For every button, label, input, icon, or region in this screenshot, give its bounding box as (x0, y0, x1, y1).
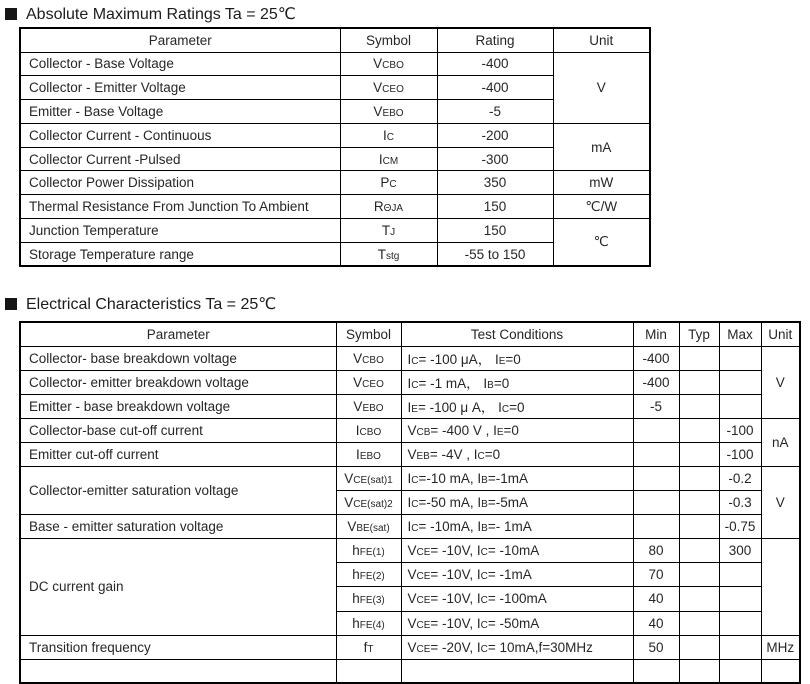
text-run: =0 (509, 400, 525, 416)
symbol-cell (340, 76, 437, 100)
parameter-cell: Collector - Base Voltage (20, 52, 340, 76)
subscript-text: EB (416, 450, 430, 462)
clipped-cell (20, 659, 336, 683)
min-cell: 80 (633, 539, 679, 563)
black-square-icon (5, 8, 17, 20)
max-cell (719, 370, 761, 394)
table-row (20, 195, 650, 219)
test-conditions-cell (401, 394, 633, 418)
text-run: =-1mA (487, 471, 528, 487)
text-run: V (407, 446, 417, 462)
parameter-cell: Collector-base cut-off current (20, 418, 336, 442)
rating-cell: -55 to 150 (437, 242, 553, 266)
text-run: I (407, 352, 412, 368)
header-row (20, 322, 800, 346)
max-cell (719, 611, 761, 635)
parameter-cell: Storage Temperature range (20, 242, 340, 266)
min-cell (633, 442, 679, 466)
test-conditions-cell (401, 563, 633, 587)
text-run: h (352, 615, 360, 631)
test-conditions-cell (401, 491, 633, 515)
clipped-table-row (20, 659, 800, 683)
subscript-text: CE (416, 619, 431, 631)
typ-cell (679, 539, 719, 563)
electrical-characteristics-table (19, 321, 801, 684)
symbol-cell (336, 394, 401, 418)
text-run: I (407, 471, 412, 487)
min-cell: -400 (633, 346, 679, 370)
section-title-absolute-maximum-ratings (5, 4, 296, 24)
clipped-cell (401, 659, 633, 683)
min-cell: 70 (633, 563, 679, 587)
symbol-cell (336, 539, 401, 563)
text-run: R (373, 199, 384, 215)
min-cell: 40 (633, 587, 679, 611)
table-row (20, 466, 800, 490)
text-run: I (383, 127, 387, 143)
abs-table-head (20, 28, 650, 52)
subscript-text: ΘJA (383, 203, 404, 215)
symbol-cell (336, 515, 401, 539)
subscript-text: E (496, 426, 504, 438)
parameter-cell: Collector Power Dissipation (20, 171, 340, 195)
symbol-cell (340, 219, 437, 243)
section-title-text: Electrical Characteristics Ta = 25℃ (26, 296, 277, 313)
text-run: = -10V, I (430, 591, 481, 607)
subscript-text: C (411, 475, 419, 487)
rating-cell: -5 (437, 100, 553, 124)
unit-cell: MHz (761, 635, 800, 659)
typ-cell (679, 394, 719, 418)
subscript-text: B (481, 523, 488, 535)
symbol-cell (340, 52, 437, 76)
text-run: = -10V, I (430, 567, 481, 583)
subscript-text: C (480, 619, 488, 631)
parameter-cell: Base - emitter saturation voltage (20, 515, 336, 539)
text-run: I (407, 519, 412, 535)
test-conditions-cell (401, 466, 633, 490)
symbol-cell (336, 442, 401, 466)
subscript-text: CE (416, 643, 431, 655)
text-run: = 10mA,f=30MHz (487, 639, 593, 655)
text-run: =0 (505, 352, 521, 368)
max-cell: -0.75 (719, 515, 761, 539)
symbol-cell (336, 370, 401, 394)
text-run: =- 1mA (487, 519, 532, 535)
column-header-typ: Typ (679, 322, 719, 346)
black-square-icon (5, 298, 17, 310)
subscript-text: FE(2) (359, 571, 385, 583)
rating-cell: -400 (437, 76, 553, 100)
typ-cell (679, 466, 719, 490)
subscript-text: FE(1) (359, 547, 385, 559)
text-run: V (407, 567, 417, 583)
unit-cell: ℃ (553, 219, 650, 267)
text-run: V (373, 80, 383, 96)
subscript-text: CBO (362, 354, 384, 366)
table-row (20, 394, 800, 418)
symbol-cell (336, 346, 401, 370)
subscript-text: E (498, 356, 506, 368)
symbol-cell (336, 587, 401, 611)
symbol-cell (340, 171, 437, 195)
text-run: = -100mA (487, 591, 547, 607)
column-header-symbol: Symbol (336, 322, 401, 346)
subscript-text: CBO (382, 60, 404, 72)
min-cell (633, 491, 679, 515)
min-cell (633, 466, 679, 490)
subscript-text: C (480, 571, 488, 583)
max-cell: 300 (719, 539, 761, 563)
max-cell: -0.2 (719, 466, 761, 490)
symbol-cell (336, 466, 401, 490)
unit-cell: V (761, 466, 800, 538)
subscript-text: C (480, 643, 488, 655)
subscript-text: C (501, 404, 510, 416)
text-run: V (353, 398, 363, 414)
symbol-cell (336, 491, 401, 515)
elec-table-body (20, 346, 800, 683)
test-conditions-cell (401, 442, 633, 466)
column-header-symbol: Symbol (340, 28, 437, 52)
subscript-text: CE(sat)2 (353, 499, 393, 511)
text-run: T (377, 246, 386, 262)
text-run: =-5mA (487, 495, 528, 511)
table-row (20, 539, 800, 563)
max-cell: -100 (719, 442, 761, 466)
column-header-test-conditions: Test Conditions (401, 322, 633, 346)
text-run: V (373, 103, 383, 119)
min-cell: -400 (633, 370, 679, 394)
parameter-cell: Junction Temperature (20, 219, 340, 243)
text-run: =0 (503, 422, 519, 438)
text-run: = -100 μ A， I (417, 400, 502, 416)
text-run: V (344, 471, 354, 487)
text-run: V (344, 495, 354, 511)
min-cell: 40 (633, 611, 679, 635)
table-row (20, 515, 800, 539)
text-run: V (353, 350, 363, 366)
subscript-text: CE (416, 595, 431, 607)
typ-cell (679, 563, 719, 587)
min-cell (633, 418, 679, 442)
column-header-parameter: Parameter (20, 322, 336, 346)
symbol-cell (336, 635, 401, 659)
typ-cell (679, 418, 719, 442)
test-conditions-cell (401, 611, 633, 635)
unit-cell (761, 539, 800, 635)
rating-cell: -400 (437, 52, 553, 76)
text-run: V (407, 615, 417, 631)
parameter-cell: Collector Current -Pulsed (20, 147, 340, 171)
parameter-cell: Collector- emitter breakdown voltage (20, 370, 336, 394)
subscript-text: T (367, 643, 374, 655)
text-run: = -50mA (487, 615, 540, 631)
text-run: = -10V, I (430, 543, 481, 559)
min-cell (633, 515, 679, 539)
min-cell: -5 (633, 394, 679, 418)
parameter-cell: Collector Current - Continuous (20, 123, 340, 147)
text-run: P (380, 175, 390, 191)
column-header-unit: Unit (761, 322, 800, 346)
subscript-text: C (411, 380, 419, 392)
subscript-text: EBO (382, 107, 404, 119)
clipped-cell (679, 659, 719, 683)
text-run: I (355, 422, 360, 438)
table-row (20, 418, 800, 442)
text-run: V (407, 591, 417, 607)
typ-cell (679, 442, 719, 466)
subscript-text: EBO (359, 450, 381, 462)
text-run: = -10mA, I (418, 519, 482, 535)
text-run: I (407, 495, 412, 511)
test-conditions-cell (401, 635, 633, 659)
table-row (20, 370, 800, 394)
subscript-text: FE(3) (359, 595, 385, 607)
subscript-text: C (480, 547, 488, 559)
subscript-text: B (481, 475, 488, 487)
test-conditions-cell (401, 418, 633, 442)
rating-cell: -200 (437, 123, 553, 147)
max-cell: -0.3 (719, 491, 761, 515)
subscript-text: C (411, 356, 419, 368)
text-run: V (407, 543, 417, 559)
column-header-min: Min (633, 322, 679, 346)
section-title-text: Absolute Maximum Ratings Ta = 25℃ (26, 6, 296, 23)
test-conditions-cell (401, 370, 633, 394)
text-run: = -10mA (487, 543, 540, 559)
unit-cell: ℃/W (553, 195, 650, 219)
column-header-parameter: Parameter (20, 28, 340, 52)
absolute-maximum-ratings-table (19, 27, 651, 267)
max-cell (719, 394, 761, 418)
subscript-text: J (390, 226, 396, 238)
header-row (20, 28, 650, 52)
unit-cell: V (761, 346, 800, 418)
subscript-text: CE (416, 571, 431, 583)
subscript-text: B (481, 499, 488, 511)
text-run: =-10 mA, I (418, 471, 482, 487)
subscript-text: C (411, 499, 419, 511)
subscript-text: C (411, 523, 419, 535)
symbol-cell (336, 418, 401, 442)
symbol-cell (340, 147, 437, 171)
unit-cell: nA (761, 418, 800, 466)
subscript-text: E (411, 404, 418, 416)
subscript-text: CE(sat)1 (353, 475, 393, 487)
subscript-text: C (386, 131, 394, 143)
text-run: =0 (493, 376, 510, 392)
unit-cell: mA (553, 123, 650, 171)
subscript-text: CM (382, 155, 399, 167)
text-run: V (373, 56, 383, 72)
text-run: V (347, 519, 357, 535)
test-conditions-cell (401, 539, 633, 563)
rating-cell: 150 (437, 195, 553, 219)
symbol-cell (340, 242, 437, 266)
test-conditions-cell (401, 515, 633, 539)
column-header-unit: Unit (553, 28, 650, 52)
text-run: h (352, 591, 360, 607)
text-run: I (407, 400, 412, 416)
table-row (20, 635, 800, 659)
subscript-text: C (480, 595, 488, 607)
parameter-cell: Collector - Emitter Voltage (20, 76, 340, 100)
table-row (20, 346, 800, 370)
symbol-cell (340, 195, 437, 219)
parameter-cell: Collector-emitter saturation voltage (20, 466, 336, 514)
min-cell: 50 (633, 635, 679, 659)
typ-cell (679, 491, 719, 515)
text-run: = -1mA (487, 567, 532, 583)
symbol-cell (340, 100, 437, 124)
parameter-cell: Emitter - Base Voltage (20, 100, 340, 124)
text-run: I (356, 446, 360, 462)
subscript-text: C (389, 179, 397, 191)
typ-cell (679, 370, 719, 394)
section-title-electrical-characteristics (5, 294, 276, 314)
table-row (20, 171, 650, 195)
subscript-text: CB (416, 426, 431, 438)
table-row (20, 442, 800, 466)
column-header-rating: Rating (437, 28, 553, 52)
text-run: = -100 μA， I (418, 352, 499, 368)
symbol-cell (340, 123, 437, 147)
text-run: f (363, 639, 368, 655)
clipped-cell (336, 659, 401, 683)
table-row (20, 52, 650, 76)
parameter-cell: Collector- base breakdown voltage (20, 346, 336, 370)
subscript-text: FE(4) (359, 619, 385, 631)
clipped-cell (633, 659, 679, 683)
typ-cell (679, 515, 719, 539)
subscript-text: CEO (382, 84, 404, 96)
subscript-text: CE (416, 547, 431, 559)
abs-table-body (20, 52, 650, 266)
text-run: I (407, 376, 412, 392)
clipped-cell (761, 659, 800, 683)
table-row (20, 219, 650, 243)
max-cell (719, 587, 761, 611)
parameter-cell: Transition frequency (20, 635, 336, 659)
unit-cell: V (553, 52, 650, 123)
rating-cell: 150 (437, 219, 553, 243)
parameter-cell: Emitter cut-off current (20, 442, 336, 466)
rating-cell: -300 (437, 147, 553, 171)
max-cell (719, 346, 761, 370)
rating-cell: 350 (437, 171, 553, 195)
test-conditions-cell (401, 587, 633, 611)
subscript-text: BE(sat) (356, 523, 390, 535)
parameter-cell: Thermal Resistance From Junction To Ambient (20, 195, 340, 219)
max-cell: -100 (719, 418, 761, 442)
symbol-cell (336, 563, 401, 587)
subscript-text: stg (385, 250, 400, 262)
subscript-text: EBO (362, 402, 384, 414)
typ-cell (679, 346, 719, 370)
text-run: = -4V , I (429, 446, 478, 462)
subscript-text: B (487, 380, 494, 392)
text-run: = -20V, I (430, 639, 481, 655)
text-run: =-50 mA, I (418, 495, 482, 511)
text-run: =0 (484, 446, 501, 462)
typ-cell (679, 611, 719, 635)
text-run: h (352, 567, 360, 583)
text-run: = -400 V , I (430, 422, 497, 438)
text-run: I (378, 151, 383, 167)
text-run: T (381, 222, 391, 238)
subscript-text: CBO (359, 426, 382, 438)
symbol-cell (336, 611, 401, 635)
text-run: V (407, 422, 417, 438)
max-cell (719, 635, 761, 659)
text-run: = -1 mA， I (418, 376, 488, 392)
typ-cell (679, 635, 719, 659)
elec-table-head (20, 322, 800, 346)
text-run: = -10V, I (430, 615, 481, 631)
subscript-text: CEO (362, 378, 384, 390)
column-header-max: Max (719, 322, 761, 346)
parameter-cell: DC current gain (20, 539, 336, 635)
unit-cell: mW (553, 171, 650, 195)
text-run: V (407, 639, 417, 655)
test-conditions-cell (401, 346, 633, 370)
text-run: h (352, 543, 360, 559)
clipped-cell (719, 659, 761, 683)
table-row (20, 123, 650, 147)
parameter-cell: Emitter - base breakdown voltage (20, 394, 336, 418)
typ-cell (679, 587, 719, 611)
max-cell (719, 563, 761, 587)
subscript-text: C (477, 450, 485, 462)
text-run: V (353, 374, 363, 390)
